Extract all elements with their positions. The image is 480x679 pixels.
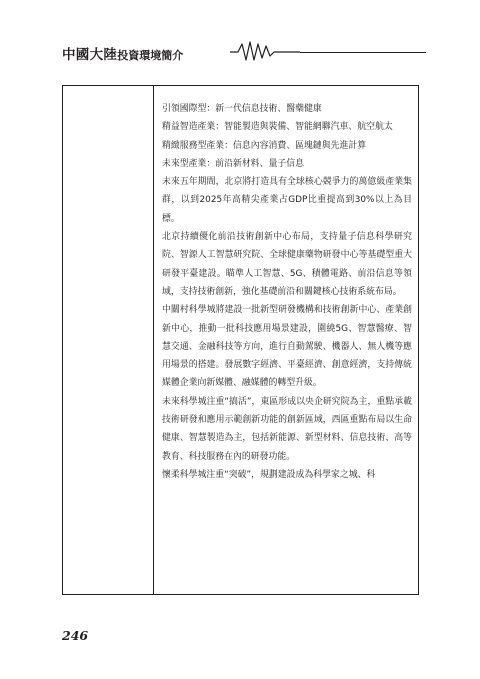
paragraph: 精緻服務型產業：信息內容消費、區塊鏈與先進計算 bbox=[162, 140, 367, 151]
running-header bbox=[62, 40, 422, 64]
page-number: 246 bbox=[62, 628, 89, 643]
header-title-main: 中國大陸 bbox=[62, 47, 118, 63]
paragraph: 精益智造產業：智能製造與裝備、智能網聯汽車、航空航太 bbox=[162, 122, 393, 133]
header-title-sub: 投資環境簡介 bbox=[117, 49, 184, 62]
paragraph: 未來科學城注重“搞活”，東區形成以央企研究院為主，重點承載技術研發和應用示範創新功能的創新區域，西區重點布局以生命健康、智慧製造為主，包括新能源、新型材料、信息技術、高等教育、科技服務在內的研發功能。 bbox=[162, 396, 412, 462]
table-content-cell bbox=[162, 100, 412, 484]
paragraph: 北京持續優化前沿技術創新中心布局，支持量子信息科學研究院、智源人工智慧研究院、全球健康藥物研發中心等基礎型重大研發平臺建設。瞄準人工智慧、5G、積體電路、前沿信息等領域，支持技術創新，強化基礎前沿和關鍵核心技術系統布局。 bbox=[162, 232, 412, 297]
paragraph: 未來型產業：前沿新材料、量子信息 bbox=[162, 158, 304, 169]
paragraph: 中關村科學城將建設一批新型研發機構和技術創新中心、產業創新中心，推動一批科技應用場景建設，圍繞5G、智慧醫療、智慧交通、金融科技等方向，進行自動駕駛、機器人、無人機等應用場景的搭建。發展數字經濟、平臺經濟、創意經濟，支持傳統媒體企業向新媒體、融媒體的轉型升級。 bbox=[162, 305, 412, 389]
header-title bbox=[62, 43, 183, 63]
paragraph: 引領國際型：新一代信息技術、醫藥健康 bbox=[162, 104, 322, 114]
paragraph: 未來五年期間，北京將打造具有全球核心競爭力的萬億級產業集群，以到2025年高精尖產業占GDP比重提高到30%以上為目標。 bbox=[162, 177, 412, 224]
header-rule bbox=[300, 52, 426, 53]
heartbeat-wave-icon bbox=[230, 40, 300, 62]
table-column-divider bbox=[153, 86, 154, 594]
paragraph: 懷柔科學城注重“突破”，規劃建設成為科學家之城、科 bbox=[162, 469, 376, 480]
content-table bbox=[62, 85, 419, 595]
